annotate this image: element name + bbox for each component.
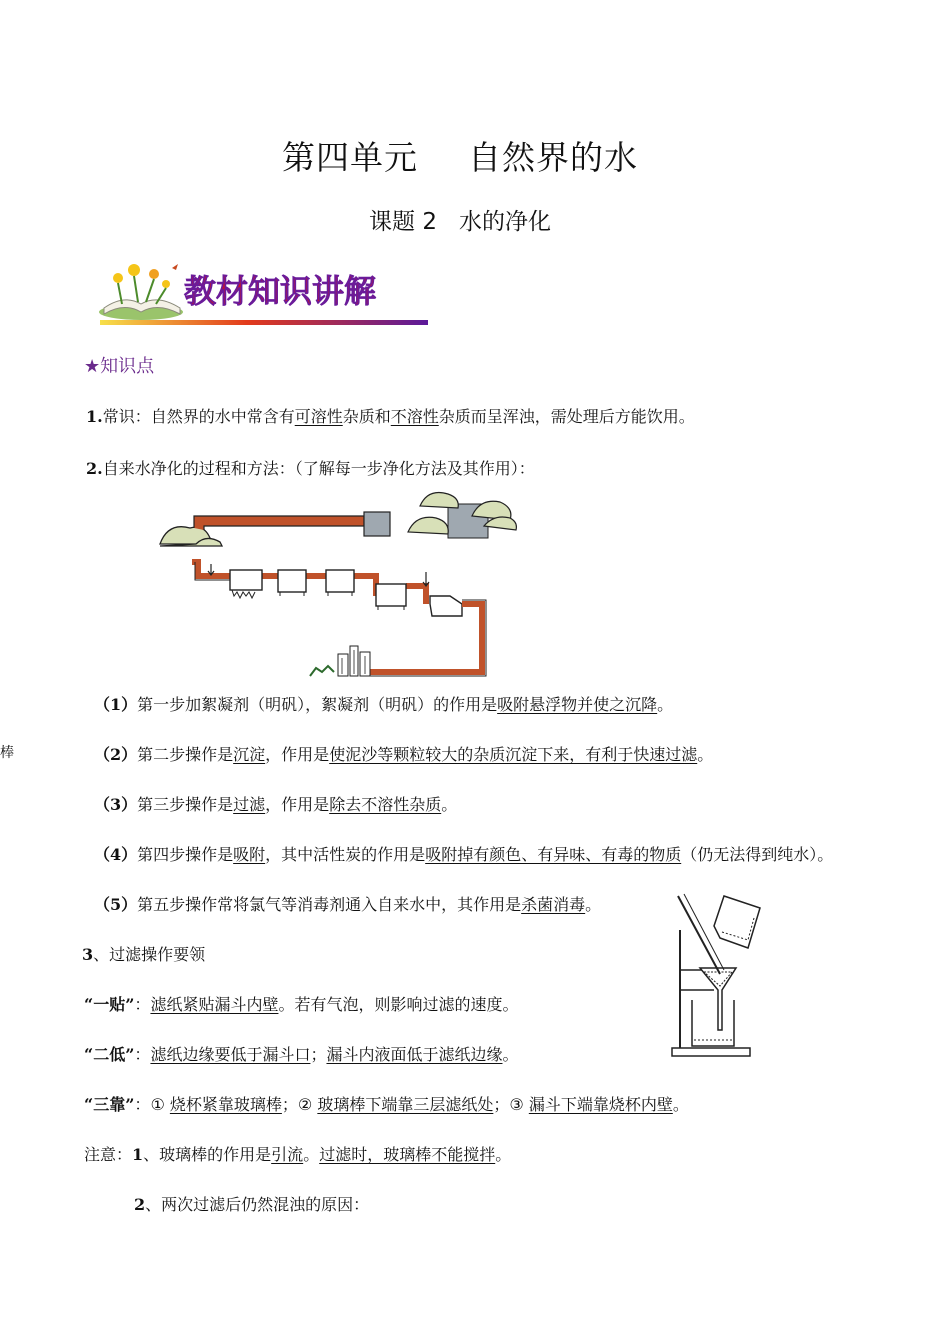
water-purification-diagram: [158, 486, 528, 681]
banner-graphic: [96, 260, 431, 330]
text: ：: [134, 995, 151, 1014]
text: ：: [134, 1095, 151, 1114]
settling-tank: [278, 570, 306, 596]
text: 第三步操作是: [137, 795, 234, 814]
text: 、两次过滤后仍然混浊的原因：: [145, 1195, 370, 1214]
text: ；: [310, 1045, 327, 1064]
underlined-text: 可溶性: [294, 407, 343, 426]
intake-pipe: [194, 516, 364, 530]
rule-sankao: [84, 1092, 689, 1115]
city-buildings: [310, 646, 370, 676]
underlined-text: 杀菌消毒: [521, 895, 586, 914]
underlined-text: 吸附: [233, 845, 266, 864]
text: 。: [657, 695, 674, 714]
rule-label: “二低”: [84, 1045, 135, 1064]
lesson-name: 水的净化: [458, 209, 551, 235]
pump-station: [364, 512, 390, 536]
marker: ①: [150, 1095, 165, 1114]
supply-pipe: [364, 604, 482, 672]
section-2-num: 2.: [86, 459, 103, 478]
glass-rod: [678, 896, 720, 974]
underlined-text: 不溶性: [390, 407, 439, 426]
filtration-apparatus-diagram: [664, 890, 764, 1062]
rule-label: “三靠”: [84, 1095, 135, 1114]
section-3-num: 3: [82, 945, 94, 964]
underlined-text: 吸附掉有颜色、有异味、有毒的物质: [425, 845, 682, 864]
note-label: 注意：: [84, 1145, 133, 1164]
text: ：: [134, 1045, 151, 1064]
knowledge-point-heading: ★知识点: [84, 356, 155, 377]
underlined-text: 吸附悬浮物并使之沉降: [497, 695, 658, 714]
marker: ③: [509, 1095, 524, 1114]
underlined-text: 过滤: [233, 795, 266, 814]
text: ，作用是: [265, 745, 330, 764]
pouring-beaker: [714, 896, 760, 948]
text: 自来水净化的过程和方法：（了解每一步净化方法及其作用）：: [102, 459, 535, 478]
rule-erdi: [84, 1042, 519, 1065]
note-1: [84, 1142, 511, 1165]
step-num: （5）: [94, 895, 138, 914]
text: （仍无法得到纯水）。: [681, 845, 834, 864]
underlined-text: 漏斗内液面低于滤纸边缘: [326, 1045, 503, 1064]
text: 。若有气泡，则影响过滤的速度。: [278, 995, 519, 1014]
rule-yitie: [84, 992, 518, 1015]
text: 。: [672, 1095, 689, 1114]
section-1-num: 1.: [86, 407, 103, 426]
rule-label: “一贴”: [84, 995, 135, 1014]
step-4: [94, 842, 833, 865]
stand-base: [672, 1048, 750, 1056]
lesson-label: 课题 2: [369, 209, 437, 235]
unit-number: 第四单元: [282, 138, 418, 177]
text: ；: [281, 1095, 298, 1114]
underlined-text: 沉淀: [233, 745, 266, 764]
underlined-text: 除去不溶性杂质: [329, 795, 442, 814]
section-1: [86, 404, 695, 427]
step-num: （2）: [94, 745, 138, 764]
text: 。: [697, 745, 714, 764]
note-num: 2: [134, 1195, 146, 1214]
unit-subject: 自然界的水: [468, 138, 638, 177]
text: ；: [493, 1095, 510, 1114]
underlined-text: 玻璃棒下端靠三层滤纸处: [317, 1095, 494, 1114]
step-3: [94, 792, 457, 815]
chlorine-arrow-icon: [423, 572, 429, 586]
text: 。: [502, 1045, 519, 1064]
text: 第四步操作是: [137, 845, 234, 864]
text: ，其中活性炭的作用是: [265, 845, 426, 864]
marker: ②: [297, 1095, 313, 1114]
text: 常识：自然界的水中常含有: [102, 407, 295, 426]
text: 。: [495, 1145, 512, 1164]
note-num: 1: [132, 1145, 144, 1164]
adsorption-tank: [376, 584, 406, 610]
underlined-text: 烧杯紧靠玻璃棒: [169, 1095, 282, 1114]
banner-text: 教材知识讲解: [184, 272, 377, 310]
step-1: [94, 692, 673, 715]
disinfection-tank: [430, 596, 462, 616]
text: 第五步操作常将氯气等消毒剂通入自来水中，其作用是: [137, 895, 522, 914]
text: 。: [441, 795, 458, 814]
funnel: [700, 968, 736, 1030]
underlined-text: 滤纸边缘要低于漏斗口: [150, 1045, 311, 1064]
step-num: （1）: [94, 695, 138, 714]
section-2: [86, 456, 535, 479]
underlined-text: 滤纸紧贴漏斗内壁: [150, 995, 279, 1014]
underlined-text: 引流: [271, 1145, 304, 1164]
step-num: （4）: [94, 845, 138, 864]
underlined-text: 使泥沙等颗粒较大的杂质沉淀下来，有利于快速过滤: [329, 745, 698, 764]
mixing-tank: [230, 570, 262, 598]
unit-title: [0, 132, 920, 179]
reservoir-hills: [408, 493, 516, 539]
text: 第二步操作是: [137, 745, 234, 764]
beaker-bottom: [692, 1000, 734, 1046]
text: ，作用是: [265, 795, 330, 814]
underlined-text: 漏斗下端靠烧杯内壁: [528, 1095, 673, 1114]
open-book-icon: [99, 264, 183, 320]
mountain-left: [160, 527, 222, 546]
step-5: [94, 892, 601, 915]
step-num: （3）: [94, 795, 138, 814]
underlined-text: 过滤时，玻璃棒不能搅拌: [319, 1145, 496, 1164]
text: 、玻璃棒的作用是: [143, 1145, 272, 1164]
banner-underline: [100, 320, 428, 325]
text: 。: [585, 895, 602, 914]
note-2: [134, 1192, 369, 1215]
text: 、过滤操作要领: [93, 945, 206, 964]
step-2: [94, 742, 713, 765]
filter-tank: [326, 570, 354, 596]
text: 杂质而呈浑浊，需处理后方能饮用。: [438, 407, 695, 426]
section-3-heading: [82, 942, 205, 965]
margin-fragment: 棒: [0, 745, 14, 761]
text: 第一步加絮凝剂（明矾），絮凝剂（明矾）的作用是: [137, 695, 498, 714]
text: 。: [303, 1145, 320, 1164]
lesson-title: [0, 203, 920, 236]
text: 杂质和: [342, 407, 391, 426]
